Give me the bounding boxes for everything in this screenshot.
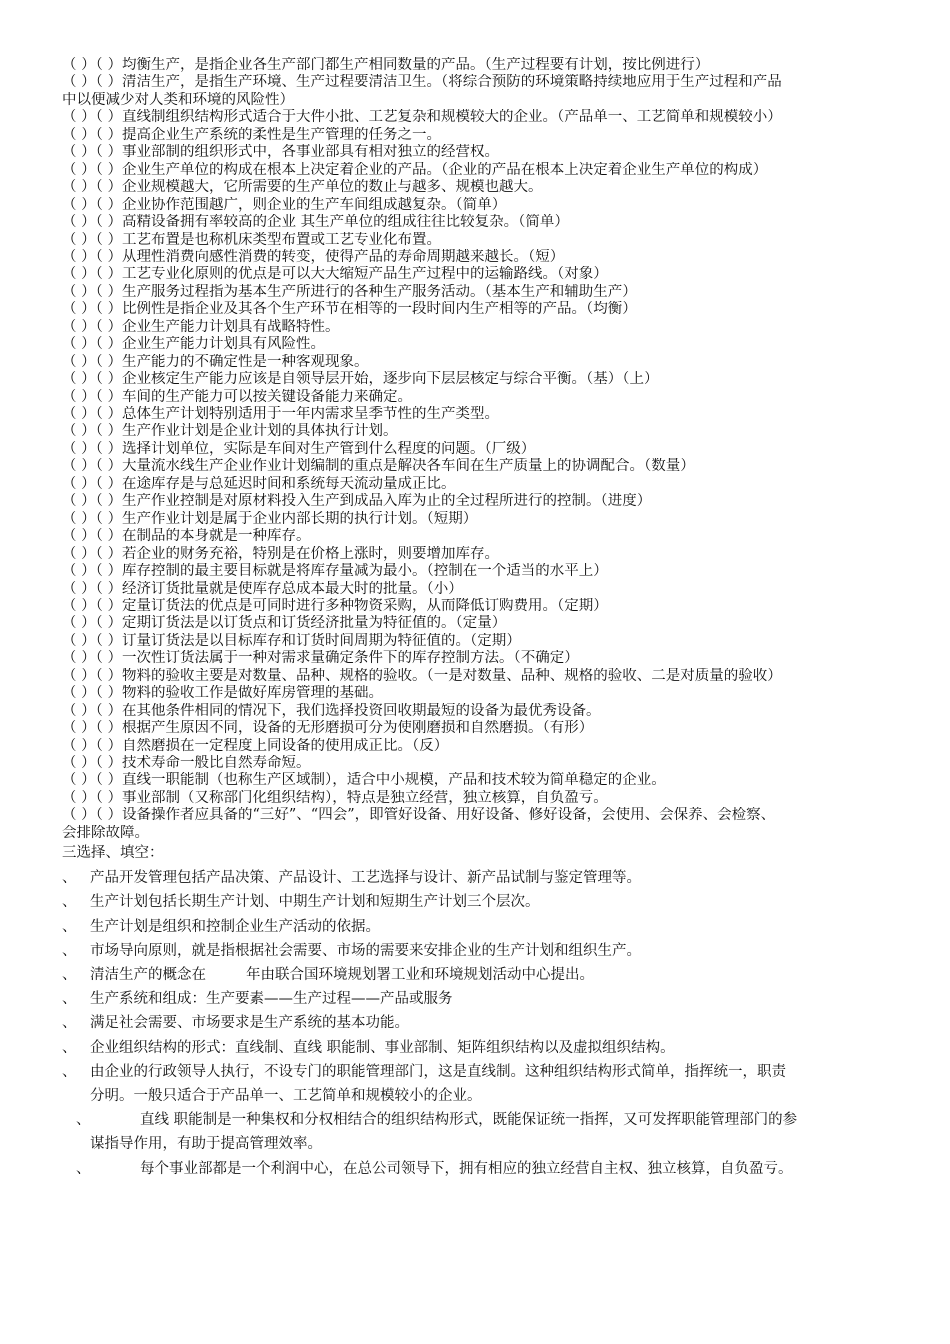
tf-item: （ ）（ ）企业核定生产能力应该是自领导层开始，逐步向下层层核定与综合平衡。（基）（上） <box>62 371 659 388</box>
tf-item: （ ）（ ）生产作业计划是企业计划的具体执行计划。 <box>62 423 398 440</box>
fill-item <box>62 987 892 1011</box>
item-bullet: 、 <box>62 967 77 984</box>
tf-item-continuation: 会排除故障。 <box>62 824 149 841</box>
fill-item-text: 直线 职能制是一种集权和分权相结合的组织结构形式，既能保证统一指挥，又可发挥职能管理部门的参 <box>140 1112 798 1129</box>
tf-item: （ ）（ ）物料的验收主要是对数量、品种、规格的验收。（一是对数量、品种、规格的验收、二是对质量的验收） <box>62 667 782 684</box>
tf-item: （ ）（ ）工艺布置是也称机床类型布置或工艺专业化布置。 <box>62 231 441 248</box>
tf-item: （ ）（ ）在途库存是与总延迟时间和系统每天流动量成正比。 <box>62 475 456 492</box>
fill-item-continuation: 谋指导作用，有助于提高管理效率。 <box>90 1136 322 1153</box>
tf-item: （ ）（ ）经济订货批量就是使库存总成本最大时的批量。（小） <box>62 580 463 597</box>
tf-item: （ ）（ ）大量流水线生产企业作业计划编制的重点是解决各车间在生产质量上的协调配合。（数量） <box>62 458 695 475</box>
section-title: 三选择、填空： <box>62 845 164 862</box>
tf-item: （ ）（ ）高精设备拥有率较高的企业 其生产单位的组成往往比较复杂。（简单） <box>62 214 569 231</box>
tf-item: （ ）（ ）生产作业控制是对原材料投入生产到成品入库为止的全过程所进行的控制。（进度） <box>62 493 652 510</box>
tf-item: （ ）（ ）事业部制（又称部门化组织结构），特点是独立经营，独立核算，自负盈亏。 <box>62 789 608 806</box>
tf-item: （ ）（ ）设备操作者应具备的“三好”、“四会”，即管好设备、用好设备、修好设备，会使用、会保养、会检察、 <box>62 807 776 824</box>
tf-item: （ ）（ ）工艺专业化原则的优点是可以大大缩短产品生产过程中的运输路线。（对象） <box>62 266 608 283</box>
tf-item: （ ）（ ）均衡生产，是指企业各生产部门都生产相同数量的产品。（生产过程要有计划，按比例进行） <box>62 57 710 73</box>
tf-item: （ ）（ ）选择计划单位，实际是车间对生产管到什么程度的问题。（厂级） <box>62 440 536 457</box>
item-bullet: 、 <box>62 894 77 911</box>
tf-item: （ ）（ ）企业生产能力计划具有战略特性。 <box>62 318 340 335</box>
fill-item-text: 每个事业部都是一个利润中心，在总公司领导下，拥有相应的独立经营自主权、独立核算，自负盈亏。 <box>140 1160 793 1177</box>
fill-item <box>62 1011 892 1035</box>
item-bullet: 、 <box>76 1112 91 1129</box>
item-bullet: 、 <box>62 991 77 1008</box>
tf-item: （ ）（ ）生产服务过程指为基本生产所进行的各种生产服务活动。（基本生产和辅助生产） <box>62 283 637 300</box>
fill-item <box>62 890 892 914</box>
fill-item <box>62 963 892 987</box>
tf-item: （ ）（ ）企业生产能力计划具有风险性。 <box>62 336 325 353</box>
tf-item: （ ）（ ）在其他条件相同的情况下，我们选择投资回收期最短的设备为最优秀设备。 <box>62 702 601 719</box>
fill-item-continuation: 分明。一般只适合于产品单一、工艺简单和规模较小的企业。 <box>90 1088 482 1105</box>
fill-item-text: 产品开发管理包括产品决策、产品设计、工艺选择与设计、新产品试制与鉴定管理等。 <box>90 870 641 887</box>
tf-item: （ ）（ ）直线一职能制（也称生产区域制），适合中小规模，产品和技术较为简单稳定的企业。 <box>62 772 666 789</box>
tf-item: （ ）（ ）直线制组织结构形式适合于大件小批、工艺复杂和规模较大的企业。（产品单一、工艺简单和规模较小） <box>62 109 782 126</box>
fill-item <box>62 1060 892 1084</box>
tf-item: （ ）（ ）定量订货法的优点是可同时进行多种物资采购，从而降低订购费用。（定期） <box>62 597 608 614</box>
tf-item: （ ）（ ）从理性消费向感性消费的转变，使得产品的寿命周期越来越长。（短） <box>62 248 565 265</box>
item-bullet: 、 <box>62 1015 77 1032</box>
item-bullet: 、 <box>62 918 77 935</box>
fill-item-text: 由企业的行政领导人执行，不设专门的职能管理部门，这是直线制。这种组织结构形式简单，指挥统一，职责 <box>90 1063 786 1080</box>
tf-item: （ ）（ ）提高企业生产系统的柔性是生产管理的任务之一。 <box>62 126 441 143</box>
fill-item-text: 满足社会需要、市场要求是生产系统的基本功能。 <box>90 1015 409 1032</box>
item-bullet: 、 <box>62 1039 77 1056</box>
item-bullet: 、 <box>76 1160 91 1177</box>
tf-item: （ ）（ ）企业生产单位的构成在根本上决定着企业的产品。（企业的产品在根本上决定着企业生产单位的构成） <box>62 161 768 178</box>
fill-item-text: 生产系统和组成：生产要素——生产过程——产品或服务 <box>90 991 453 1008</box>
tf-item: （ ）（ ）在制品的本身就是一种库存。 <box>62 528 311 545</box>
fill-item <box>62 866 892 890</box>
fill-item-text: 市场导向原则，就是指根据社会需要、市场的需要来安排企业的生产计划和组织生产。 <box>90 942 641 959</box>
item-bullet: 、 <box>62 1063 77 1080</box>
tf-item: （ ）（ ）企业规模越大，它所需要的生产单位的数止与越多、规模也越大。 <box>62 179 543 196</box>
fill-item-text: 生产计划包括长期生产计划、中期生产计划和短期生产计划三个层次。 <box>90 894 540 911</box>
tf-item: （ ）（ ）定期订货法是以订货点和订货经济批量为特征值的。（定量） <box>62 615 507 632</box>
fill-item-text: 生产计划是组织和控制企业生产活动的依据。 <box>90 918 380 935</box>
tf-item: （ ）（ ）总体生产计划特别适用于一年内需求呈季节性的生产类型。 <box>62 406 499 422</box>
tf-item: （ ）（ ）生产作业计划是属于企业内部长期的执行计划。（短期） <box>62 510 478 527</box>
tf-item: （ ）（ ）物料的验收工作是做好库房管理的基础。 <box>62 685 383 702</box>
tf-item: （ ）（ ）一次性订货法属于一种对需求量确定条件下的库存控制方法。（不确定） <box>62 650 579 667</box>
tf-item: （ ）（ ）自然磨损在一定程度上同设备的使用成正比。（反） <box>62 737 449 754</box>
tf-item: （ ）（ ）技术寿命一般比自然寿命短。 <box>62 755 311 771</box>
fill-item <box>62 1108 892 1132</box>
item-bullet: 、 <box>62 942 77 959</box>
fill-item <box>62 1036 892 1060</box>
tf-item: （ ）（ ）清洁生产，是指生产环境、生产过程要清洁卫生。（将综合预防的环境策略持续地应用于生产过程和产品 <box>62 74 782 91</box>
tf-item: （ ）（ ）若企业的财务充裕，特别是在价格上涨时，则要增加库存。 <box>62 545 499 562</box>
fill-item <box>62 915 892 939</box>
tf-item: （ ）（ ）比例性是指企业及其各个生产环节在相等的一段时间内生产相等的产品。（均衡） <box>62 301 637 318</box>
tf-item: （ ）（ ）库存控制的最主要目标就是将库存量减为最小。（控制在一个适当的水平上） <box>62 563 608 580</box>
tf-item-continuation: 中以便减少对人类和环境的风险性） <box>62 91 294 108</box>
fill-item-text: 年由联合国环境规划署工业和环境规划活动中心提出。 <box>246 967 594 984</box>
fill-item <box>62 939 892 963</box>
tf-item: （ ）（ ）生产能力的不确定性是一种客观现象。 <box>62 353 369 370</box>
item-bullet: 、 <box>62 870 77 887</box>
tf-item: （ ）（ ）事业部制的组织形式中，各事业部具有相对独立的经营权。 <box>62 144 499 161</box>
fill-item-text: 企业组织结构的形式：直线制、直线 职能制、事业部制、矩阵组织结构以及虚拟组织结构。 <box>90 1039 675 1056</box>
fill-item <box>62 1157 892 1181</box>
tf-item: （ ）（ ）车间的生产能力可以按关键设备能力来确定。 <box>62 388 412 405</box>
fill-item-text: 清洁生产的概念在 <box>90 967 206 984</box>
tf-item: （ ）（ ）根据产生原因不同，设备的无形磨损可分为使刚磨损和自然磨损。（有形） <box>62 720 594 737</box>
tf-item: （ ）（ ）企业协作范围越广，则企业的生产车间组成越复杂。（简单） <box>62 196 507 213</box>
tf-item: （ ）（ ）订量订货法是以目标库存和订货时间周期为特征值的。（定期） <box>62 632 521 649</box>
